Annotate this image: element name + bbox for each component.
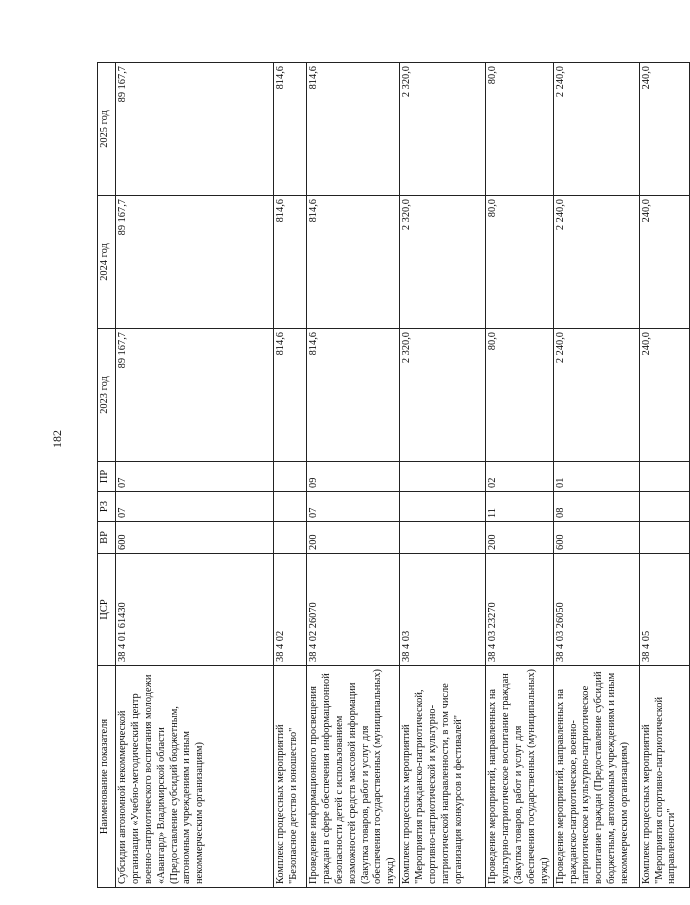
header-2024: 2024 год: [98, 196, 116, 329]
row-name: Комплекс процессных мероприятий "Мероприятия гражданско-патриотической, спортивно-патриотической и культурно-патриотической направленности, в том числе организация конкурсов и фестивалей": [400, 666, 486, 888]
budget-table: [97, 62, 690, 888]
row-pr: [400, 462, 486, 492]
header-2025: 2025 год: [98, 63, 116, 196]
row-csr: 38 4 05: [639, 554, 689, 666]
row-rz: 07: [307, 492, 400, 522]
row-pr: 02: [486, 462, 553, 492]
rotated-table-container: [97, 63, 678, 888]
row-csr: 38 4 01 61430: [116, 554, 274, 666]
row-2025: 240,0: [639, 63, 689, 196]
row-2024: 814,6: [274, 196, 307, 329]
row-vr: 600: [116, 522, 274, 554]
row-2023: 89 167,7: [116, 329, 274, 462]
row-csr: 38 4 03: [400, 554, 486, 666]
row-name: Проведение мероприятий, направленных на культурно-патриотическое воспитание граждан (Закупка товаров, работ и услуг для обеспечения государственных (муниципальных) нужд): [486, 666, 553, 888]
row-rz: 08: [553, 492, 639, 522]
row-vr: 200: [307, 522, 400, 554]
table-header-row: [98, 63, 116, 888]
row-name: Комплекс процессных мероприятий "Безопасное детство и юношество": [274, 666, 307, 888]
row-pr: [639, 462, 689, 492]
row-pr: 01: [553, 462, 639, 492]
header-pr: ПР: [98, 462, 116, 492]
row-2023: 2 240,0: [553, 329, 639, 462]
row-2023: 240,0: [639, 329, 689, 462]
row-2024: 80,0: [486, 196, 553, 329]
row-2024: 2 320,0: [400, 196, 486, 329]
table-row: [274, 63, 307, 888]
row-rz: [639, 492, 689, 522]
row-2025: 80,0: [486, 63, 553, 196]
row-name: Проведение мероприятий, направленных на гражданско-патриотическое, военно-патриотическое и культурно-патриотическое воспитание граждан (Предоставление субсидий бюджетным, автономным учреждениям и иным некоммерческим организациям): [553, 666, 639, 888]
row-rz: 07: [116, 492, 274, 522]
row-pr: [274, 462, 307, 492]
row-vr: [274, 522, 307, 554]
row-name: Комплекс процессных мероприятий "Мероприятия спортивно-патриотической направленности": [639, 666, 689, 888]
row-2025: 89 167,7: [116, 63, 274, 196]
row-2024: 814,6: [307, 196, 400, 329]
row-2024: 89 167,7: [116, 196, 274, 329]
row-vr: [639, 522, 689, 554]
header-name: Наименование показателя: [98, 666, 116, 888]
row-2023: 814,6: [307, 329, 400, 462]
row-pr: 09: [307, 462, 400, 492]
header-2023: 2023 год: [98, 329, 116, 462]
table-row: [400, 63, 486, 888]
table-row: [307, 63, 400, 888]
row-2025: 814,6: [274, 63, 307, 196]
table-row: [486, 63, 553, 888]
row-name: Субсидии автономной некоммерческой организации «Учебно-методический центр военно-патриотического воспитания молодежи «Авангард» Владимирской области (Предоставление субсидий бюджетным, автономным учреждениям и иным некоммерческим организациям): [116, 666, 274, 888]
table-row: [553, 63, 639, 888]
row-name: Проведение информационного просвещения граждан в сфере обеспечения информационной безопасности детей с использованием возможностей средств массовой информации (Закупка товаров, работ и услуг для обеспечения государственных (муниципальных) нужд): [307, 666, 400, 888]
row-csr: 38 4 03 26050: [553, 554, 639, 666]
row-pr: 07: [116, 462, 274, 492]
row-2023: 80,0: [486, 329, 553, 462]
row-2024: 240,0: [639, 196, 689, 329]
row-csr: 38 4 02 26070: [307, 554, 400, 666]
row-rz: 11: [486, 492, 553, 522]
row-rz: [400, 492, 486, 522]
row-2023: 2 320,0: [400, 329, 486, 462]
page-number: 182: [50, 430, 64, 448]
row-vr: 200: [486, 522, 553, 554]
header-vr: ВР: [98, 522, 116, 554]
row-2023: 814,6: [274, 329, 307, 462]
header-csr: ЦСР: [98, 554, 116, 666]
row-vr: 600: [553, 522, 639, 554]
row-2025: 814,6: [307, 63, 400, 196]
row-2025: 2 320,0: [400, 63, 486, 196]
row-rz: [274, 492, 307, 522]
header-rz: РЗ: [98, 492, 116, 522]
row-vr: [400, 522, 486, 554]
table-row: [116, 63, 274, 888]
row-2024: 2 240,0: [553, 196, 639, 329]
row-csr: 38 4 03 23270: [486, 554, 553, 666]
row-csr: 38 4 02: [274, 554, 307, 666]
table-row: [639, 63, 689, 888]
row-2025: 2 240,0: [553, 63, 639, 196]
